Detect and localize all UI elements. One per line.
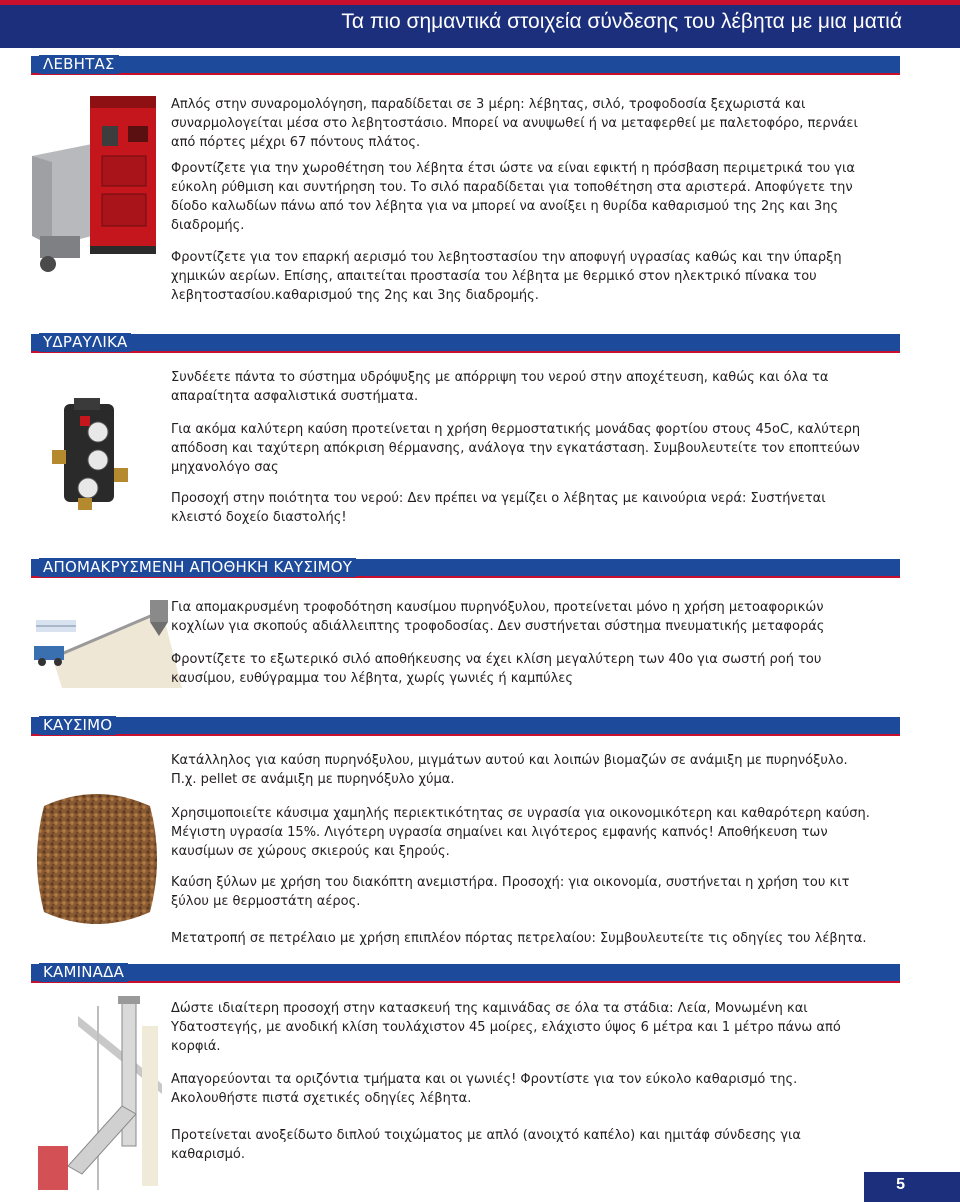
fuel-paragraph-2: Χρησιμοποιείτε κάυσιμα χαμηλής περιεκτικότητας σε υγρασία για οικονομικότερη και καθαρότερη καύση. Μέγιστη υγρασία 15%. Λιγότερη υγρασία σημαίνει και λιγότερος εμφανής καπνός! Αποθήκευση των καυσίμων σε χώρους σκιερούς και ξηρούς. [171, 806, 870, 859]
thermostatic-valve-image [52, 398, 130, 510]
fuel-paragraph-1: Κατάλληλος για καύση πυρηνόξυλου, μιγμάτων αυτού και λοιπών βιομαζών σε ανάμιξη με πυρηνόξυλο. Π.χ. pellet σε ανάμιξη με πυρηνόξυλο χύμα. [171, 753, 848, 787]
chimney-paragraph-3: Προτείνεται ανοξείδωτο διπλού τοιχώματος με απλό (ανοιχτό καπέλο) και ημιτάφ σύνδεσης για καθαρισμό. [171, 1128, 801, 1162]
section-title-plumbing: ΥΔΡΑΥΛΙΚΑ [39, 333, 131, 352]
chimney-paragraph-2: Απαγορεύονται τα οριζόντια τμήματα και οι γωνιές! Φροντίστε για τον εύκολο καθαρισμό της. Ακολουθήστε πιστά σχετικές οδηγίες λέβητα. [171, 1072, 798, 1106]
remote-storage-paragraph-2: Φροντίζετε το εξωτερικό σιλό αποθήκευσης να έχει κλίση μεγαλύτερη των 40ο για σωστή ροή του καυσίμου, ευθύγραμμα του λέβητα, χωρίς γωνιές ή καμπύλες [171, 652, 822, 686]
chimney-illustration [38, 996, 162, 1190]
section-bar [31, 964, 900, 981]
section-bar [31, 334, 900, 351]
header-accent-line [0, 0, 960, 5]
olive-pit-fuel-image [34, 786, 160, 932]
page-number-badge [864, 1172, 960, 1202]
section-header-fuel [31, 717, 900, 735]
section-header-plumbing [31, 334, 900, 352]
plumbing-paragraph-2: Για ακόμα καλύτερη καύση προτείνεται η χρήση θερμοστατικής μονάδας φορτίου στους 45oC, καλύτερη απόδοση και ταχύτερη απόκριση θέρμανσης, ανάλογα την εγκατάσταση. Συμβουλευτείτε τον εποπτεύων μηχανολόγο σας [171, 422, 861, 475]
page-title: Τα πιο σημαντικά στοιχεία σύνδεσης του λέβητα με μια ματιά [341, 10, 902, 33]
page-header-bar [0, 0, 960, 48]
fuel-paragraph-3: Καύση ξύλων με χρήση του διακόπτη ανεμιστήρα. Προσοχή: για οικονομία, συστήνεται η χρήση του κιτ ξύλου με θερμοστάτη αέρος. [171, 875, 850, 909]
boiler-paragraph-3: Φροντίζετε για τον επαρκή αερισμό του λεβητοστασίου την αποφυγή υγρασίας καθώς και την ύπαρξη χημικών αερίων. Επίσης, απαιτείται προστασία του λέβητα με θερμικό στον ηλεκτρικό πίνακα του λεβητοστασίου.καθαρισμού της 2ης και 3ης διαδρομής. [171, 250, 842, 303]
section-underline [31, 73, 900, 75]
section-underline [31, 351, 900, 353]
plumbing-paragraph-1: Συνδέετε πάντα το σύστημα υδρόψυξης με απόρριψη του νερού στην αποχέτευση, καθώς και όλα τα απαραίτητα ασφαλιστικά συστήματα. [171, 370, 829, 404]
section-title-fuel: ΚΑΥΣΙΜΟ [39, 716, 116, 735]
section-underline [31, 734, 900, 736]
remote-storage-illustration [32, 596, 184, 688]
fuel-illustration [34, 786, 160, 932]
boiler-paragraph-1: Απλός στην συναρομολόγηση, παραδίδεται σε 3 μέρη: λέβητας, σιλό, τροφοδοσία ξεχωριστά και συναρμολογείται μέσα στο λεβητοστάσιο. Μπορεί να ανυψωθεί ή να μεταφερθεί με παλετοφόρο, περνάει από πόρτες μέχρι 67 πόντους πλάτος. [171, 97, 858, 150]
chimney-diagram [38, 996, 162, 1190]
section-bar [31, 717, 900, 734]
boiler-illustration [32, 86, 160, 282]
section-header-chimney [31, 964, 900, 982]
section-title-chimney: ΚΑΜΙΝΑΔΑ [39, 963, 128, 982]
fuel-paragraph-4: Μετατροπή σε πετρέλαιο με χρήση επιπλέον πόρτας πετρελαίου: Συμβουλευτείτε τις οδηγίες του λέβητα. [171, 931, 867, 946]
section-bar [31, 56, 900, 73]
remote-storage-paragraph-1: Για απομακρυσμένη τροφοδότηση καυσίμου πυρηνόξυλου, προτείνεται μόνο η χρήση μετοαφορικών κοχλίων για σκοπούς αδιάλλειπτης τροφοδοσίας. Δεν συστήνεται σύστημα πνευματικής μεταφοράς [171, 600, 825, 634]
boiler-image [32, 86, 160, 282]
section-header-remote-storage [31, 559, 900, 577]
boiler-paragraph-2: Φροντίζετε για την χωροθέτηση του λέβητα έτσι ώστε να είναι εφικτή η πρόσβαση περιμετρικά του για εύκολη ρύθμιση και συντήρηση του. Το σιλό παραδίδεται για τοποθέτηση στα αριστερά. Αποφύγετε την δίοδο καλωδίων πάνω από τον λέβητα για να μπορεί να ανοίξει η θυρίδα καθαρισμού της 2ης και 3ης διαδρομής. [171, 161, 855, 233]
auger-transport-diagram [32, 596, 184, 688]
plumbing-paragraph-3: Προσοχή στην ποιότητα του νερού: Δεν πρέπει να γεμίζει ο λέβητας με καινούρια νερά: Συστήνεται κλειστό δοχείο διαστολής! [171, 491, 826, 525]
page-number: 5 [896, 1176, 905, 1193]
section-title-remote-storage: ΑΠΟΜΑΚΡΥΣΜΕΝΗ ΑΠΟΘΗΚΗ ΚΑΥΣΙΜΟΥ [39, 558, 356, 577]
chimney-paragraph-1: Δώστε ιδιαίτερη προσοχή στην κατασκευή της καμινάδας σε όλα τα στάδια: Λεία, Μονωμένη και Υδατοστεγής, με ανοδική κλίση τουλάχιστον 45 μοίρες, ελάχιστο ύψος 6 μέτρα και 1 μέτρο πάνω από κορφιά. [171, 1001, 841, 1054]
section-title-boiler: ΛΕΒΗΤΑΣ [39, 55, 119, 74]
section-header-boiler [31, 56, 900, 74]
plumbing-unit-illustration [52, 398, 130, 510]
section-underline [31, 981, 900, 983]
